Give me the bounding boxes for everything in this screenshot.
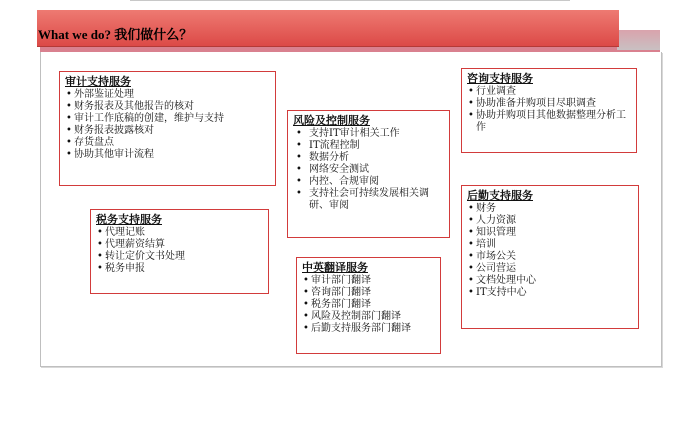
list-item: • 存货盘点 (65, 137, 271, 149)
list-item: • 税务部门翻译 (302, 299, 436, 311)
audit-services-box (59, 71, 276, 186)
list-item: • 后勤支持服务部门翻译 (302, 323, 436, 335)
advisory-services-heading: 咨询支持服务 (467, 72, 533, 85)
top-divider-line (130, 0, 570, 1)
list-item: • 培训 (467, 239, 634, 251)
audit-services-heading: 审计支持服务 (65, 75, 131, 88)
list-item: • 协助并购项目其他数据整理分析工作 (467, 110, 632, 134)
list-item: • 内控、合规审阅 (293, 176, 445, 188)
translation-services-heading: 中英翻译服务 (302, 261, 368, 274)
list-item: • 税务申报 (96, 263, 264, 275)
advisory-services-box (461, 68, 637, 153)
list-item: • 行业调查 (467, 86, 632, 98)
translation-services-list (302, 275, 436, 335)
list-item: • 财务 (467, 203, 634, 215)
back-office-services-box (461, 185, 639, 329)
list-item: • 财务报表及其他报告的核对 (65, 101, 271, 113)
translation-services-box (296, 257, 441, 354)
list-item: • 市场公关 (467, 251, 634, 263)
list-item: • 审计部门翻译 (302, 275, 436, 287)
list-item: • 人力资源 (467, 215, 634, 227)
tax-services-box (90, 209, 269, 294)
list-item: • 代理薪资结算 (96, 239, 264, 251)
back-office-services-heading: 后勤支持服务 (467, 189, 533, 202)
list-item: • 数据分析 (293, 152, 445, 164)
list-item: • 公司营运 (467, 263, 634, 275)
list-item: • 协助准备并购项目尽职调查 (467, 98, 632, 110)
list-item: • 知识管理 (467, 227, 634, 239)
list-item: • 协助其他审计流程 (65, 149, 271, 161)
list-item: • 风险及控制部门翻译 (302, 311, 436, 323)
advisory-services-list (467, 86, 632, 134)
tax-services-list (96, 227, 264, 275)
list-item: • IT流程控制 (293, 140, 445, 152)
list-item: • 支持IT审计相关工作 (293, 128, 445, 140)
list-item: • 财务报表披露核对 (65, 125, 271, 137)
page-title: What we do? 我们做什么？ (38, 27, 193, 42)
list-item: • 支持社会可持续发展相关调研、审阅 (293, 188, 445, 212)
list-item: • 网络安全测试 (293, 164, 445, 176)
back-office-services-list (467, 203, 634, 299)
header-shadow-tab (617, 30, 660, 50)
list-item: • IT支持中心 (467, 287, 634, 299)
list-item: • 转让定价文书处理 (96, 251, 264, 263)
list-item: • 审计工作底稿的创建，维护与支持 (65, 113, 271, 125)
tax-services-heading: 税务支持服务 (96, 213, 162, 226)
risk-control-services-heading: 风险及控制服务 (293, 114, 370, 127)
list-item: • 代理记账 (96, 227, 264, 239)
list-item: • 文档处理中心 (467, 275, 634, 287)
audit-services-list (65, 89, 271, 161)
risk-control-services-list (293, 128, 445, 212)
list-item: • 咨询部门翻译 (302, 287, 436, 299)
risk-control-services-box (287, 110, 450, 238)
list-item: • 外部鉴证处理 (65, 89, 271, 101)
